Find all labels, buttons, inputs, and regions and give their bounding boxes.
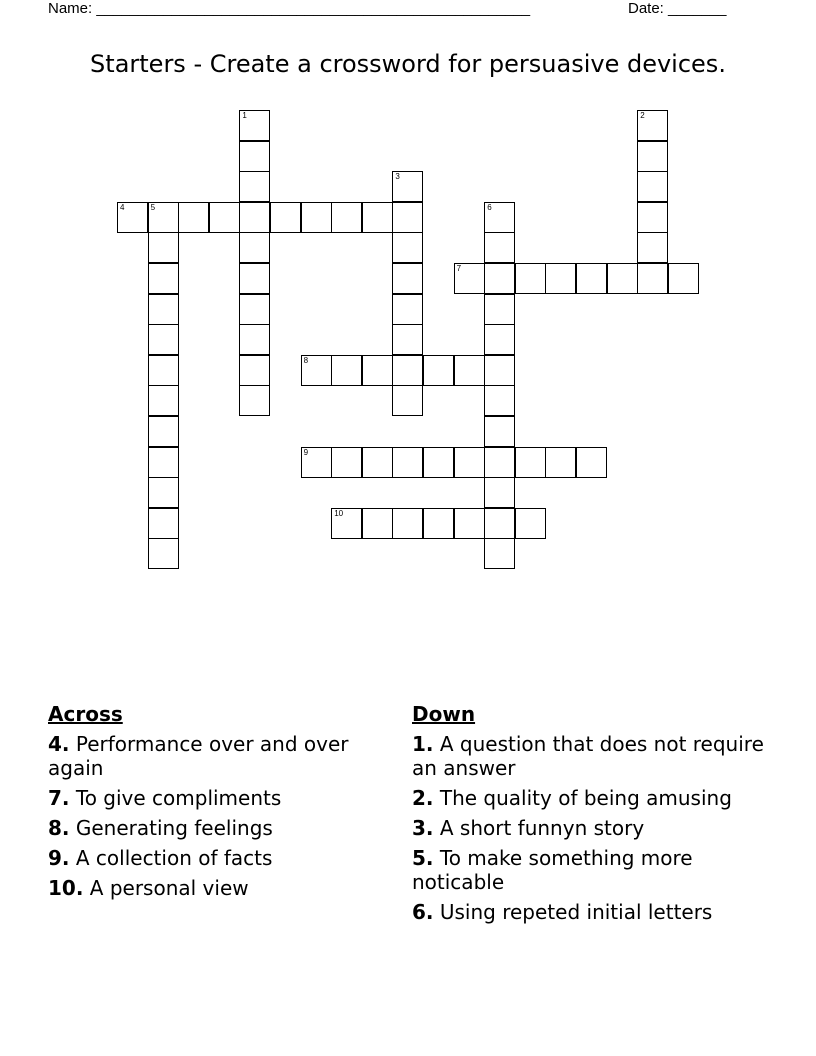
clue-number-label: 3 [395,172,400,182]
crossword-cell[interactable] [392,171,423,202]
crossword-cell[interactable] [239,355,270,386]
across-clue [48,816,388,840]
crossword-cell[interactable] [148,232,179,263]
clue-number-label: 7 [456,264,462,273]
crossword-cell[interactable] [545,447,576,478]
crossword-cell[interactable] [331,202,362,233]
down-clue [412,846,772,894]
crossword-cell[interactable] [239,141,270,172]
clue-number: 10. [48,876,84,900]
crossword-cell[interactable] [209,202,240,233]
crossword-cell[interactable] [301,355,332,386]
clue-number-label: 9 [303,447,309,457]
clue-text: Generating feelings [75,816,273,840]
crossword-cell[interactable] [637,171,668,202]
crossword-cell[interactable] [239,294,270,325]
crossword-cell[interactable] [392,294,423,325]
crossword-cell[interactable] [454,355,485,386]
crossword-cell[interactable] [515,508,546,539]
clue-number: 4. [48,732,70,756]
crossword-cell[interactable] [392,202,423,233]
crossword-cell[interactable] [239,385,270,416]
crossword-cell[interactable] [392,324,423,355]
crossword-cell[interactable] [637,232,668,263]
page-title: Starters - Create a crossword for persuasive devices. [90,50,726,78]
crossword-cell[interactable] [148,538,179,569]
crossword-cell[interactable] [148,202,179,233]
crossword-cell[interactable] [515,263,546,294]
date-line: Date: _______ [628,0,727,17]
crossword-cell[interactable] [637,141,668,172]
clue-number: 5. [412,846,434,870]
crossword-cell[interactable] [392,263,423,294]
crossword-cell[interactable] [117,202,148,233]
crossword-cell[interactable] [423,447,454,478]
crossword-cell[interactable] [362,447,393,478]
crossword-cell[interactable] [148,263,179,294]
clue-number-label: 4 [120,202,125,212]
across-clue [48,732,388,780]
crossword-cell[interactable] [484,294,515,325]
crossword-cell[interactable] [239,263,270,294]
crossword-cell[interactable] [331,355,362,386]
crossword-cell[interactable] [178,202,209,233]
clue-number: 1. [412,732,434,756]
crossword-cell[interactable] [484,202,515,233]
crossword-cell[interactable] [392,355,423,386]
crossword-cell[interactable] [484,232,515,263]
crossword-cell[interactable] [515,447,546,478]
crossword-cell[interactable] [484,355,515,386]
clue-text: To make something more noticable [412,846,693,894]
crossword-cell[interactable] [148,294,179,325]
clue-number: 8. [48,816,70,840]
crossword-cell[interactable] [148,416,179,447]
crossword-cell[interactable] [576,263,607,294]
crossword-cell[interactable] [239,232,270,263]
across-clue [48,846,388,870]
clue-text: Using repeted initial letters [439,900,713,924]
crossword-cell[interactable] [484,416,515,447]
crossword-cell[interactable] [484,447,515,478]
crossword-cell[interactable] [545,263,576,294]
crossword-cell[interactable] [637,202,668,233]
down-clue [412,786,772,810]
crossword-cell[interactable] [301,202,332,233]
clue-number: 3. [412,816,434,840]
crossword-cell[interactable] [423,355,454,386]
down-heading: Down [412,702,476,726]
crossword-cell[interactable] [331,508,362,539]
clue-text: A question that does not require an answer [412,732,764,780]
crossword-cell[interactable] [484,508,515,539]
crossword-cell[interactable] [331,447,362,478]
crossword-cell[interactable] [239,202,270,233]
across-clue [48,786,388,810]
crossword-cell[interactable] [362,202,393,233]
clue-text: A short funnyn story [439,816,645,840]
clue-text: A collection of facts [75,846,273,870]
clue-number-label: 1 [242,111,247,120]
crossword-cell[interactable] [301,447,332,478]
crossword-cell[interactable] [484,324,515,355]
crossword-cell[interactable] [148,355,179,386]
crossword-cell[interactable] [454,508,485,539]
crossword-cell[interactable] [576,447,607,478]
down-clues [412,702,772,930]
clue-number-label: 2 [640,111,645,120]
clue-text: To give compliments [75,786,282,810]
crossword-cell[interactable] [148,324,179,355]
crossword-cell[interactable] [362,355,393,386]
crossword-cell[interactable] [362,508,393,539]
crossword-cell[interactable] [484,385,515,416]
down-clue [412,900,772,924]
clue-number-label: 6 [487,202,492,212]
crossword-cell[interactable] [148,477,179,508]
clue-number: 9. [48,846,70,870]
down-clue [412,816,772,840]
crossword-cell[interactable] [607,263,638,294]
clue-number: 7. [48,786,70,810]
down-clue [412,732,772,780]
crossword-cell[interactable] [637,110,668,141]
clue-text: Performance over and over again [48,732,349,780]
crossword-cell[interactable] [392,508,423,539]
clue-number: 6. [412,900,434,924]
crossword-cell[interactable] [637,263,668,294]
crossword-cell[interactable] [148,447,179,478]
crossword-cell[interactable] [239,110,270,141]
clue-text: The quality of being amusing [439,786,732,810]
crossword-cell[interactable] [484,538,515,569]
crossword-cell[interactable] [270,202,301,233]
crossword-cell[interactable] [239,324,270,355]
crossword-cell[interactable] [392,385,423,416]
crossword-cell[interactable] [454,447,485,478]
name-line: Name: ____________________________________________________ [48,0,531,17]
clue-number: 2. [412,786,434,810]
crossword-cell[interactable] [454,263,485,294]
crossword-cell[interactable] [668,263,699,294]
crossword-cell[interactable] [148,385,179,416]
across-clue [48,876,388,900]
across-heading: Across [48,702,123,726]
crossword-cell[interactable] [423,508,454,539]
crossword-cell[interactable] [484,477,515,508]
clue-number-label: 8 [303,355,309,365]
clue-number-label: 10 [334,508,344,518]
crossword-cell[interactable] [392,232,423,263]
clue-text: A personal view [89,876,249,900]
crossword-cell[interactable] [239,171,270,202]
crossword-cell[interactable] [148,508,179,539]
clue-number-label: 5 [150,202,156,212]
crossword-cell[interactable] [392,447,423,478]
crossword-cell[interactable] [484,263,515,294]
across-clues [48,702,388,906]
